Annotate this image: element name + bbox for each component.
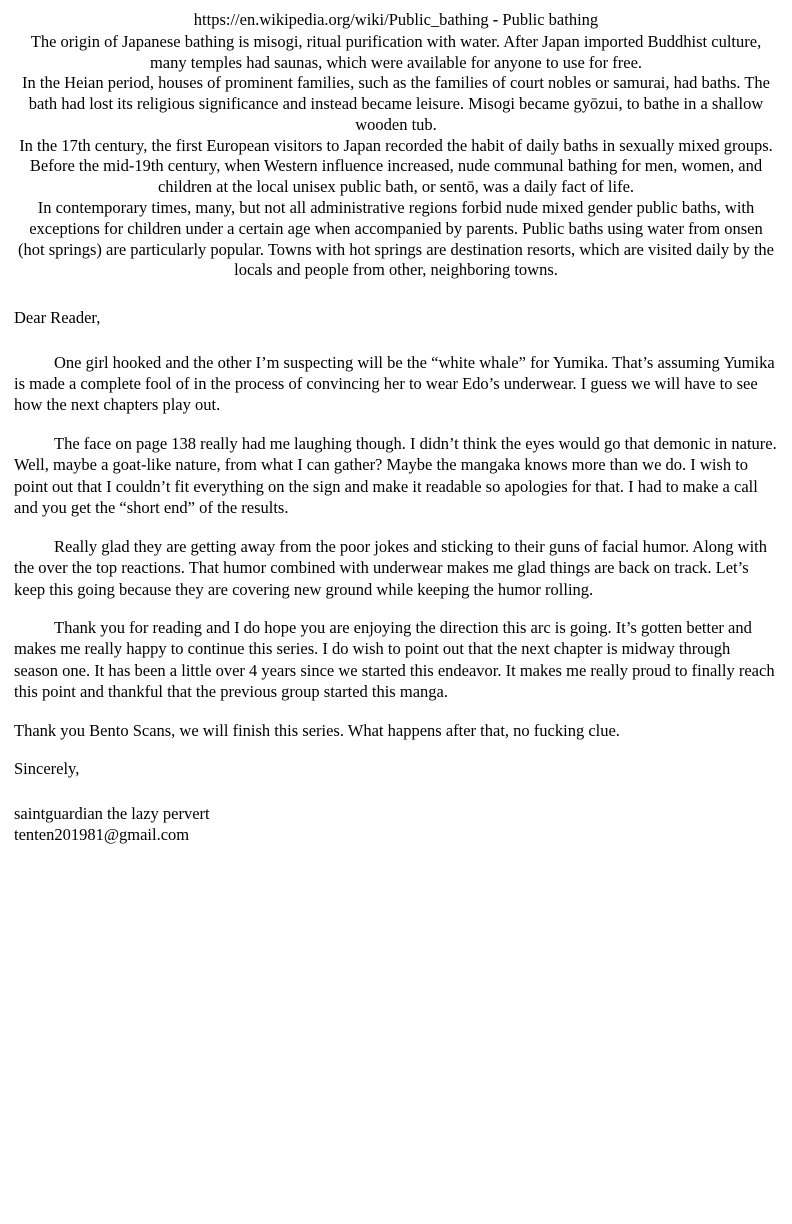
letter-body — [14, 307, 778, 845]
intro-paragraph: In contemporary times, many, but not all administrative regions forbid nude mixed gender public baths, with exceptions for children under a certain age when accompanied by parents. Public baths using water from onsen (hot springs) are particularly popular. Towns with hot springs are destination resorts, which are visited daily by the locals and people from other, neighboring towns. — [18, 198, 775, 280]
letter-paragraph: One girl hooked and the other I’m suspecting will be the “white whale” for Yumika. That’s assuming Yumika is made a complete fool of in the process of convincing her to wear Edo’s underwear. I guess we will have to see how the next chapters play out. — [14, 352, 775, 415]
source-url[interactable]: https://en.wikipedia.org/wiki/Public_bathing — [193, 10, 489, 29]
intro-paragraph: In the Heian period, houses of prominent families, such as the families of court nobles or samurai, had baths. The bath had lost its religious significance and instead became leisure. Misogi became gyōzui, to bathe in a shallow wooden tub. — [22, 73, 770, 134]
source-title: Public bathing — [502, 10, 599, 29]
source-separator: - — [492, 10, 499, 29]
letter-closing-note: Thank you Bento Scans, we will finish this series. What happens after that, no fucking clue. — [14, 720, 620, 740]
letter-paragraph: Thank you for reading and I do hope you are enjoying the direction this arc is going. It’s gotten better and makes me really happy to continue this series. I do wish to point out that the next chapter is midway through season one. It has been a little over 4 years since we started this endeavor. It makes me really proud to finally reach this point and thankful that the previous group started this manga. — [14, 617, 775, 702]
signature-name: saintguardian the lazy pervert — [14, 803, 210, 823]
source-line — [14, 10, 778, 31]
letter-signoff: Sincerely, — [14, 759, 80, 779]
intro-paragraph: The origin of Japanese bathing is misogi, ritual purification with water. After Japan imported Buddhist culture, many temples had saunas, which were available for anyone to use for free. — [30, 31, 762, 72]
letter-paragraph: Really glad they are getting away from the poor jokes and sticking to their guns of facial humor. Along with the over the top reactions. That humor combined with underwear makes me glad things are back on track. Let’s keep this going because they are covering new ground while keeping the humor rolling. — [14, 536, 768, 599]
letter-salutation: Dear Reader, — [14, 308, 101, 328]
signature-email[interactable]: tenten201981@gmail.com — [14, 825, 190, 845]
source-intro-block — [14, 10, 778, 281]
intro-paragraph: In the 17th century, the first European visitors to Japan recorded the habit of daily baths in sexually mixed groups. Before the mid-19th century, when Western influence increased, nude communal bathing for men, women, and children at the local unisex public bath, or sentō, was a daily fact of life. — [19, 135, 773, 197]
letter-paragraph: The face on page 138 really had me laughing though. I didn’t think the eyes would go that demonic in nature. Well, maybe a goat-like nature, from what I can gather? Maybe the mangaka knows more than we do. I wish to point out that I couldn’t fit everything on the sign and make it readable so apologies for that. I had to make a call and you get the “short end” of the results. — [14, 433, 777, 518]
